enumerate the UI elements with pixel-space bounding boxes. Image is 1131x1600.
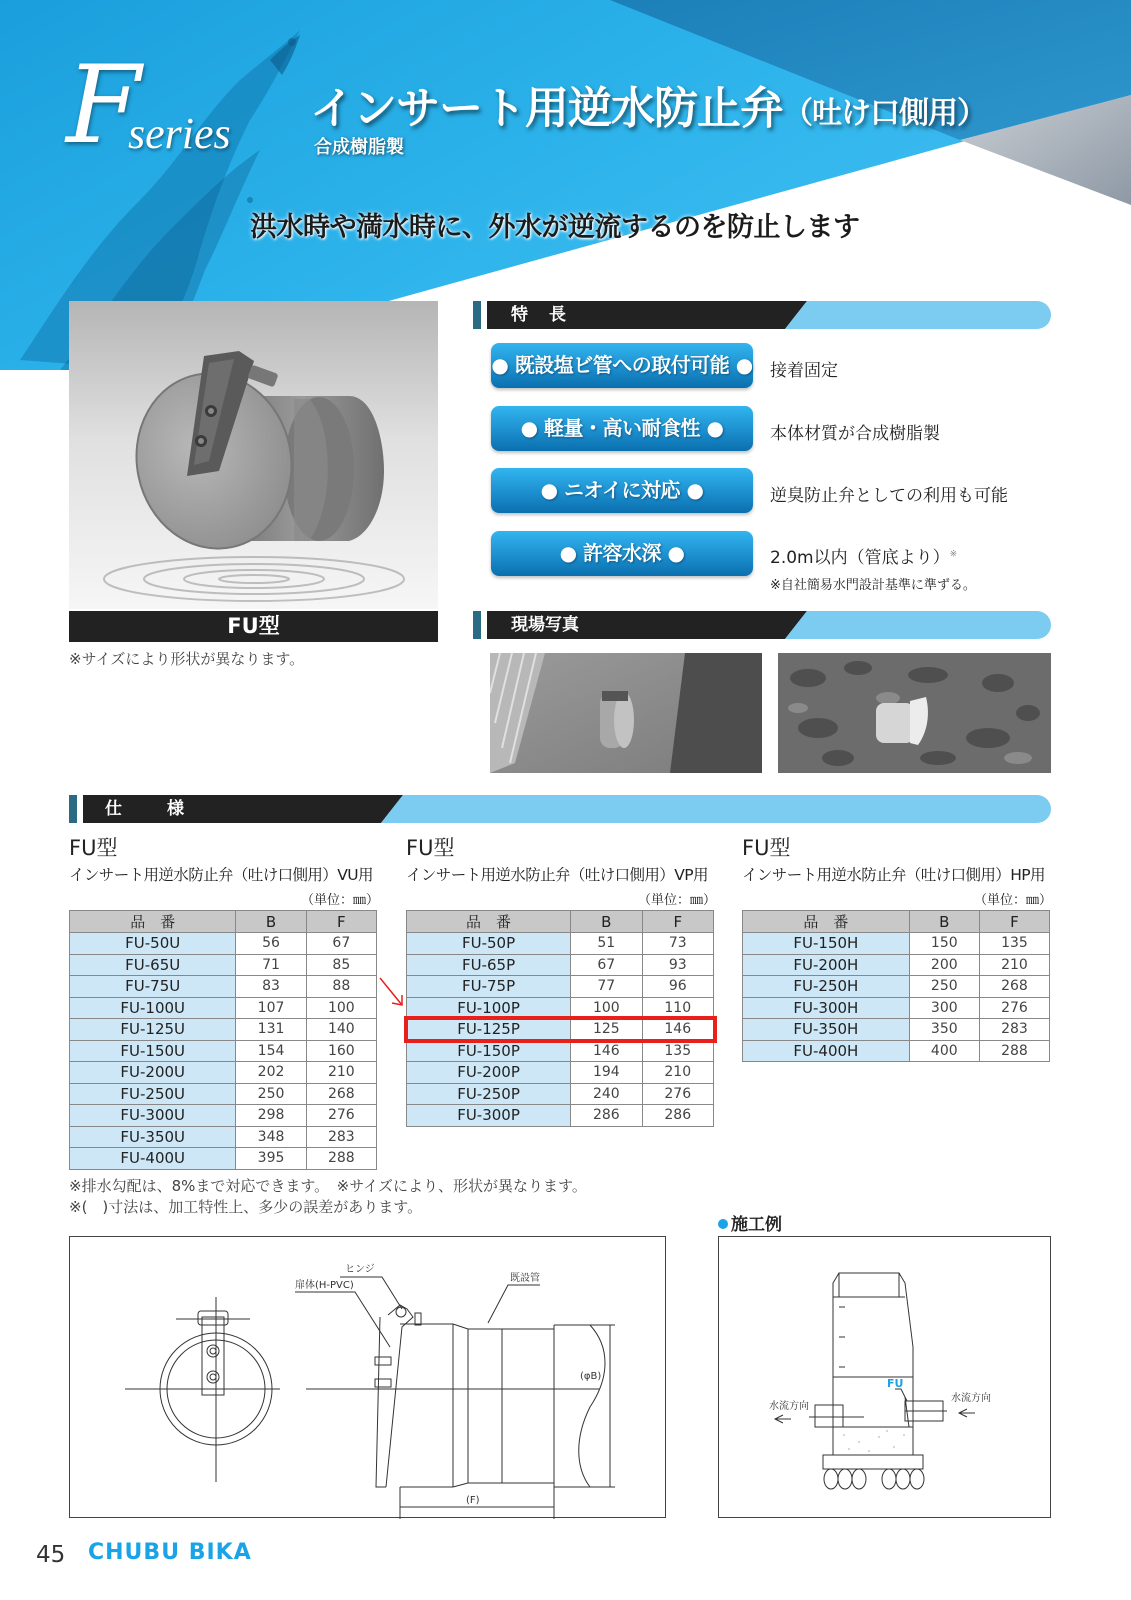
table-row xyxy=(407,1083,714,1105)
title-paren: （吐け口側用） xyxy=(783,96,986,131)
table-row xyxy=(70,954,377,976)
cell-b: 125 xyxy=(571,1019,642,1041)
feature-desc-lightweight: 本体材質が合成樹脂製 xyxy=(770,424,940,444)
cell-model: FU-250U xyxy=(70,1083,236,1105)
table-row xyxy=(743,997,1050,1019)
cell-f: 210 xyxy=(306,1062,376,1084)
cell-f: 276 xyxy=(642,1083,713,1105)
product-type-label: FU型 xyxy=(69,611,438,642)
section-bar-light xyxy=(381,795,1051,823)
label-dim-b: (φB) xyxy=(580,1371,602,1382)
cell-b: 83 xyxy=(236,976,306,998)
spec-unit: （単位：㎜） xyxy=(637,893,716,908)
series-letter: F xyxy=(66,43,141,168)
table-row xyxy=(743,976,1050,998)
feature-desc-water-depth xyxy=(770,543,957,568)
spec-table-vu xyxy=(69,836,379,1170)
table-header-row xyxy=(743,911,1050,933)
series-word: series xyxy=(128,109,231,158)
spec-type: FU型 xyxy=(406,836,455,860)
cell-model: FU-200P xyxy=(407,1062,571,1084)
table-row xyxy=(407,976,714,998)
column-header-model: 品 番 xyxy=(743,911,910,933)
red-arrow-annotation-icon xyxy=(378,975,408,1015)
cell-f: 140 xyxy=(306,1019,376,1041)
cell-f: 288 xyxy=(979,1040,1049,1062)
cell-b: 348 xyxy=(236,1126,306,1148)
cell-f: 268 xyxy=(979,976,1049,998)
cell-model: FU-75U xyxy=(70,976,236,998)
spec-section-header xyxy=(69,795,1051,823)
features-footnote: ※自社簡易水門設計基準に準ずる。 xyxy=(770,578,976,593)
cell-f: 96 xyxy=(642,976,713,998)
cell-model: FU-150P xyxy=(407,1040,571,1062)
spec-subtitle: インサート用逆水防止弁（吐け口側用）VU用 xyxy=(69,866,373,884)
site-photo-1 xyxy=(490,653,762,773)
cell-b: 100 xyxy=(571,997,642,1019)
technical-drawing xyxy=(69,1236,666,1518)
cell-f: 276 xyxy=(979,997,1049,1019)
features-section-header xyxy=(473,301,1051,329)
cell-f: 268 xyxy=(306,1083,376,1105)
table-row xyxy=(743,954,1050,976)
site-photo-2 xyxy=(778,653,1051,773)
page-title xyxy=(310,72,986,136)
water-depth-value: 2.0m以内（管底より） xyxy=(770,548,950,568)
table-row xyxy=(743,933,1050,955)
spec-table-hp xyxy=(742,836,1052,1062)
cell-model: FU-150U xyxy=(70,1040,236,1062)
cell-model: FU-200U xyxy=(70,1062,236,1084)
cell-b: 300 xyxy=(909,997,979,1019)
valve-drawing xyxy=(70,1237,667,1519)
table-row xyxy=(407,997,714,1019)
spec-table-vp xyxy=(406,836,716,1127)
cell-b: 67 xyxy=(571,954,642,976)
column-header-b: B xyxy=(236,911,306,933)
cell-b: 194 xyxy=(571,1062,642,1084)
page-number: 45 xyxy=(36,1542,66,1568)
table-row-highlighted xyxy=(407,1019,714,1041)
feature-desc-odor: 逆臭防止弁としての利用も可能 xyxy=(770,486,1008,506)
cell-b: 154 xyxy=(236,1040,306,1062)
cell-model: FU-350U xyxy=(70,1126,236,1148)
cell-f: 146 xyxy=(642,1019,713,1041)
section-bar-light xyxy=(785,611,1051,639)
cell-b: 240 xyxy=(571,1083,642,1105)
spec-unit: （単位：㎜） xyxy=(973,893,1052,908)
spec-subtitle: インサート用逆水防止弁（吐け口側用）HP用 xyxy=(742,866,1045,884)
table-row xyxy=(70,1083,377,1105)
product-note: ※サイズにより形状が異なります。 xyxy=(69,650,305,668)
cell-model: FU-250P xyxy=(407,1083,571,1105)
tagline: 洪水時や満水時に、外水が逆流するのを防止します xyxy=(250,212,860,243)
table-row xyxy=(70,1040,377,1062)
cell-b: 51 xyxy=(571,933,642,955)
cell-model: FU-150H xyxy=(743,933,910,955)
column-header-f: F xyxy=(979,911,1049,933)
table-row xyxy=(70,1126,377,1148)
manhole-diagram xyxy=(719,1237,1052,1519)
spec-note-2: ※( )寸法は、加工特性上、多少の誤差があります。 xyxy=(69,1198,423,1216)
cell-f: 73 xyxy=(642,933,713,955)
table-row xyxy=(70,1105,377,1127)
spec-type: FU型 xyxy=(742,836,791,860)
cell-b: 56 xyxy=(236,933,306,955)
spec-type: FU型 xyxy=(69,836,118,860)
feature-badge-odor: ● ニオイに対応 ● xyxy=(491,468,753,513)
cell-b: 71 xyxy=(236,954,306,976)
cell-model: FU-100U xyxy=(70,997,236,1019)
bullet-dot-icon xyxy=(718,1219,728,1229)
cell-f: 135 xyxy=(642,1040,713,1062)
spec-table xyxy=(406,910,714,1127)
cell-model: FU-125U xyxy=(70,1019,236,1041)
label-dim-f: (F) xyxy=(466,1495,480,1506)
table-header-row xyxy=(70,911,377,933)
footnote-mark: ※ xyxy=(949,549,958,560)
cell-b: 350 xyxy=(909,1019,979,1041)
cell-f: 100 xyxy=(306,997,376,1019)
cell-model: FU-250H xyxy=(743,976,910,998)
cell-model: FU-200H xyxy=(743,954,910,976)
feature-badge-pvc-mountable: ● 既設塩ビ管への取付可能 ● xyxy=(491,343,753,388)
table-row xyxy=(70,997,377,1019)
cell-model: FU-350H xyxy=(743,1019,910,1041)
label-door: 扉体(H-PVC) xyxy=(295,1280,354,1291)
valve-product-image xyxy=(69,301,438,609)
cell-b: 146 xyxy=(571,1040,642,1062)
cell-b: 250 xyxy=(909,976,979,998)
table-row xyxy=(70,1019,377,1041)
column-header-b: B xyxy=(909,911,979,933)
table-row xyxy=(743,1019,1050,1041)
cell-model: FU-75P xyxy=(407,976,571,998)
table-row xyxy=(70,976,377,998)
spec-unit: （単位：㎜） xyxy=(300,893,379,908)
example-title-text: 施工例 xyxy=(731,1215,782,1235)
cell-model: FU-400H xyxy=(743,1040,910,1062)
spec-table xyxy=(742,910,1050,1062)
cell-b: 107 xyxy=(236,997,306,1019)
section-bar-light xyxy=(785,301,1051,329)
label-fu: FU xyxy=(887,1377,904,1390)
cell-f: 88 xyxy=(306,976,376,998)
spec-subtitle: インサート用逆水防止弁（吐け口側用）VP用 xyxy=(406,866,708,884)
spec-title: 仕 様 xyxy=(105,799,198,819)
cell-b: 200 xyxy=(909,954,979,976)
cell-model: FU-100P xyxy=(407,997,571,1019)
table-header-row xyxy=(407,911,714,933)
cell-model: FU-50P xyxy=(407,933,571,955)
label-hinge: ヒンジ xyxy=(345,1264,375,1275)
cell-model: FU-400U xyxy=(70,1148,236,1170)
column-header-b: B xyxy=(571,911,642,933)
cell-b: 395 xyxy=(236,1148,306,1170)
cell-b: 400 xyxy=(909,1040,979,1062)
cell-b: 131 xyxy=(236,1019,306,1041)
feature-badge-water-depth: ● 許容水深 ● xyxy=(491,531,753,576)
site-photos-title: 現場写真 xyxy=(511,615,579,635)
feature-badge-lightweight: ● 軽量・高い耐食性 ● xyxy=(491,406,753,451)
spec-table xyxy=(69,910,377,1170)
site-photo-2-image xyxy=(778,653,1051,773)
table-row xyxy=(407,1062,714,1084)
site-photo-1-image xyxy=(490,653,762,773)
table-row xyxy=(70,1148,377,1170)
cell-model: FU-65P xyxy=(407,954,571,976)
column-header-model: 品 番 xyxy=(70,911,236,933)
cell-model: FU-65U xyxy=(70,954,236,976)
installation-example-diagram xyxy=(718,1236,1051,1518)
table-row xyxy=(407,933,714,955)
table-row xyxy=(407,1105,714,1127)
cell-b: 298 xyxy=(236,1105,306,1127)
label-flow-right: 水流方向 xyxy=(951,1393,991,1404)
cell-f: 67 xyxy=(306,933,376,955)
cell-f: 135 xyxy=(979,933,1049,955)
label-flow-left: 水流方向 xyxy=(769,1401,809,1412)
installation-example-title xyxy=(718,1210,782,1235)
cell-f: 110 xyxy=(642,997,713,1019)
cell-b: 202 xyxy=(236,1062,306,1084)
cell-b: 150 xyxy=(909,933,979,955)
cell-f: 283 xyxy=(306,1126,376,1148)
cell-f: 210 xyxy=(979,954,1049,976)
material-subtitle: 合成樹脂製 xyxy=(314,137,404,158)
cell-model: FU-300U xyxy=(70,1105,236,1127)
cell-f: 210 xyxy=(642,1062,713,1084)
section-accent xyxy=(473,301,481,329)
title-main: インサート用逆水防止弁 xyxy=(310,83,783,134)
cell-f: 286 xyxy=(642,1105,713,1127)
cell-f: 160 xyxy=(306,1040,376,1062)
section-accent xyxy=(69,795,77,823)
column-header-model: 品 番 xyxy=(407,911,571,933)
site-photos-section-header xyxy=(473,611,1051,639)
table-row xyxy=(407,954,714,976)
cell-f: 288 xyxy=(306,1148,376,1170)
cell-model: FU-300H xyxy=(743,997,910,1019)
table-row xyxy=(407,1040,714,1062)
product-photo xyxy=(69,301,438,609)
cell-f: 85 xyxy=(306,954,376,976)
cell-model: FU-300P xyxy=(407,1105,571,1127)
column-header-f: F xyxy=(642,911,713,933)
table-row xyxy=(743,1040,1050,1062)
section-accent xyxy=(473,611,481,639)
cell-model: FU-125P xyxy=(407,1019,571,1041)
cell-b: 77 xyxy=(571,976,642,998)
table-row xyxy=(70,933,377,955)
cell-f: 276 xyxy=(306,1105,376,1127)
cell-model: FU-50U xyxy=(70,933,236,955)
features-title: 特 長 xyxy=(511,305,568,325)
label-existing-pipe: 既設管 xyxy=(510,1273,540,1284)
feature-desc-pvc-mountable: 接着固定 xyxy=(770,361,838,381)
cell-f: 283 xyxy=(979,1019,1049,1041)
spec-note-1: ※排水勾配は、8%まで対応できます。 ※サイズにより、形状が異なります。 xyxy=(69,1177,587,1195)
cell-b: 250 xyxy=(236,1083,306,1105)
cell-f: 93 xyxy=(642,954,713,976)
column-header-f: F xyxy=(306,911,376,933)
cell-b: 286 xyxy=(571,1105,642,1127)
brand-logo: CHUBU BIKA xyxy=(88,1540,252,1565)
table-row xyxy=(70,1062,377,1084)
